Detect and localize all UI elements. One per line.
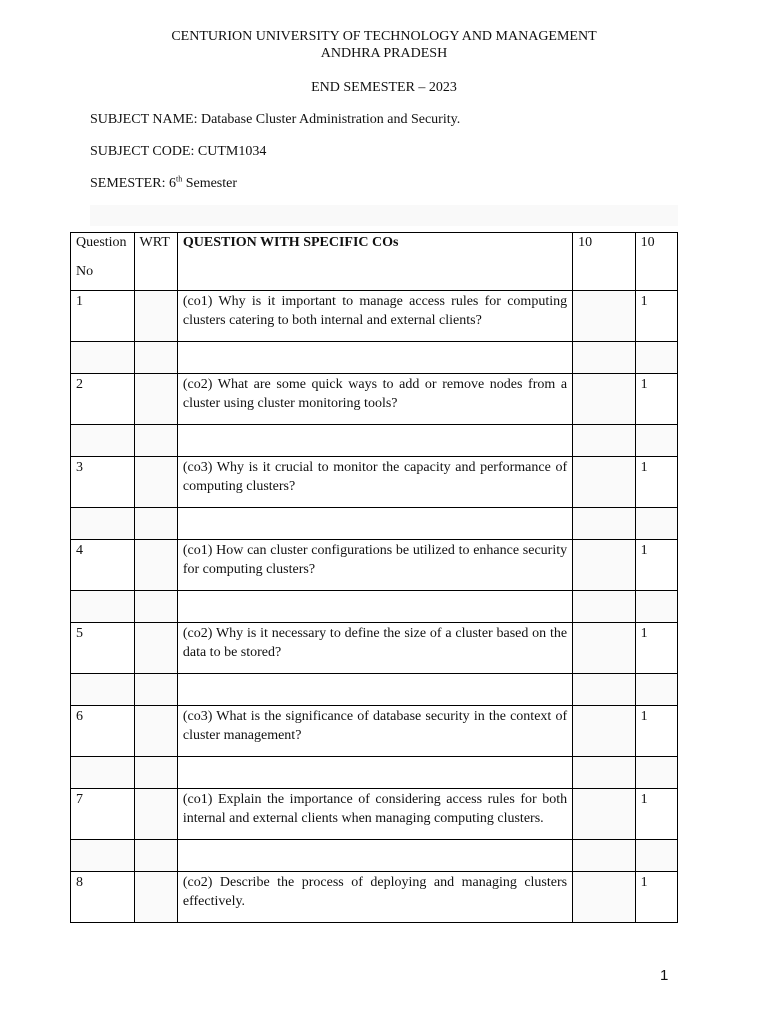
spacer-cell [573, 425, 636, 457]
wrt-cell [134, 291, 177, 342]
spacer-cell [71, 591, 135, 623]
spacer-cell [177, 674, 572, 706]
question-row [71, 291, 678, 342]
spacer-cell [635, 591, 677, 623]
spacer-cell [134, 591, 177, 623]
question-row [71, 374, 678, 425]
col4-cell [573, 623, 636, 674]
semester-word: Semester [185, 176, 238, 191]
question-table [70, 232, 678, 923]
question-text: (co1) Why is it important to manage access rules for computing clusters catering to both internal and external clients? [177, 291, 572, 342]
spacer-cell [573, 508, 636, 540]
subject-name-value: Database Cluster Administration and Security. [200, 112, 461, 127]
question-text: (co2) What are some quick ways to add or remove nodes from a cluster using cluster monitoring tools? [177, 374, 572, 425]
header-col4: 10 [573, 233, 636, 291]
marks-cell: 1 [635, 457, 677, 508]
header-question-label: Question [76, 235, 127, 250]
spacer-row [71, 425, 678, 457]
col4-cell [573, 540, 636, 591]
spacer-row [71, 342, 678, 374]
wrt-cell [134, 374, 177, 425]
spacer-cell [573, 840, 636, 872]
col4-cell [573, 457, 636, 508]
col4-cell [573, 706, 636, 757]
marks-cell: 1 [635, 291, 677, 342]
spacer-cell [635, 508, 677, 540]
subject-name-label: SUBJECT NAME: [90, 112, 198, 127]
spacer-cell [635, 342, 677, 374]
header-question-no [71, 233, 135, 291]
semester-number: 6 [168, 176, 176, 191]
subject-name-line [90, 111, 460, 128]
question-number: 5 [71, 623, 135, 674]
spacer-cell [635, 425, 677, 457]
question-text: (co1) How can cluster configurations be utilized to enhance security for computing clusters? [177, 540, 572, 591]
question-number: 3 [71, 457, 135, 508]
spacer-cell [177, 508, 572, 540]
spacer-cell [177, 840, 572, 872]
marks-cell: 1 [635, 706, 677, 757]
spacer-cell [134, 508, 177, 540]
header-wrt: WRT [134, 233, 177, 291]
spacer-cell [71, 757, 135, 789]
page-number: 1 [660, 967, 669, 984]
wrt-cell [134, 706, 177, 757]
spacer-row [71, 674, 678, 706]
wrt-cell [134, 540, 177, 591]
semester-suffix: th [175, 174, 183, 184]
spacer-cell [134, 342, 177, 374]
col4-cell [573, 291, 636, 342]
wrt-cell [134, 872, 177, 923]
question-number: 2 [71, 374, 135, 425]
question-number: 4 [71, 540, 135, 591]
question-number: 1 [71, 291, 135, 342]
spacer-cell [71, 342, 135, 374]
spacer-cell [71, 425, 135, 457]
question-row [71, 540, 678, 591]
spacer-row [71, 757, 678, 789]
spacer-row [71, 840, 678, 872]
state-name: ANDHRA PRADESH [320, 46, 448, 61]
col4-cell [573, 789, 636, 840]
question-row [71, 706, 678, 757]
marks-cell: 1 [635, 789, 677, 840]
subject-code-label: SUBJECT CODE: [90, 144, 195, 159]
col4-cell [573, 374, 636, 425]
spacer-cell [635, 757, 677, 789]
spacer-cell [635, 674, 677, 706]
spacer-cell [177, 425, 572, 457]
spacer-cell [177, 342, 572, 374]
question-row [71, 457, 678, 508]
question-text: (co2) Why is it necessary to define the size of a cluster based on the data to be stored? [177, 623, 572, 674]
spacer-cell [134, 757, 177, 789]
wrt-cell [134, 789, 177, 840]
spacer-cell [71, 840, 135, 872]
question-number: 8 [71, 872, 135, 923]
spacer-cell [134, 840, 177, 872]
subject-code-value: CUTM1034 [197, 144, 267, 159]
wrt-cell [134, 623, 177, 674]
header-no-label: No [76, 264, 94, 279]
university-name: CENTURION UNIVERSITY OF TECHNOLOGY AND MANAGEMENT [171, 29, 597, 44]
spacer-cell [71, 508, 135, 540]
spacer-cell [635, 840, 677, 872]
spacer-cell [134, 425, 177, 457]
question-row [71, 623, 678, 674]
spacer-cell [573, 674, 636, 706]
header-col5: 10 [635, 233, 677, 291]
question-text: (co3) Why is it crucial to monitor the capacity and performance of computing clusters? [177, 457, 572, 508]
question-number: 6 [71, 706, 135, 757]
spacer-cell [134, 674, 177, 706]
exam-title: END SEMESTER – 2023 [311, 80, 457, 95]
table-header-row [71, 233, 678, 291]
marks-cell: 1 [635, 623, 677, 674]
spacer-cell [573, 757, 636, 789]
question-row [71, 789, 678, 840]
spacer-cell [71, 674, 135, 706]
question-text: (co1) Explain the importance of considering access rules for both internal and external clients when managing computing clusters. [177, 789, 572, 840]
question-text: (co2) Describe the process of deploying and managing clusters effectively. [177, 872, 572, 923]
spacer-row [71, 508, 678, 540]
marks-cell: 1 [635, 540, 677, 591]
marks-cell: 1 [635, 872, 677, 923]
spacer-cell [573, 342, 636, 374]
col4-cell [573, 872, 636, 923]
shaded-band [90, 205, 678, 226]
semester-line [90, 175, 237, 192]
spacer-cell [177, 757, 572, 789]
spacer-row [71, 591, 678, 623]
question-text: (co3) What is the significance of database security in the context of cluster management? [177, 706, 572, 757]
wrt-cell [134, 457, 177, 508]
question-number: 7 [71, 789, 135, 840]
header-question: QUESTION WITH SPECIFIC COs [177, 233, 572, 291]
question-row [71, 872, 678, 923]
subject-code-line [90, 143, 266, 160]
marks-cell: 1 [635, 374, 677, 425]
semester-label: SEMESTER: [90, 176, 166, 191]
spacer-cell [573, 591, 636, 623]
spacer-cell [177, 591, 572, 623]
